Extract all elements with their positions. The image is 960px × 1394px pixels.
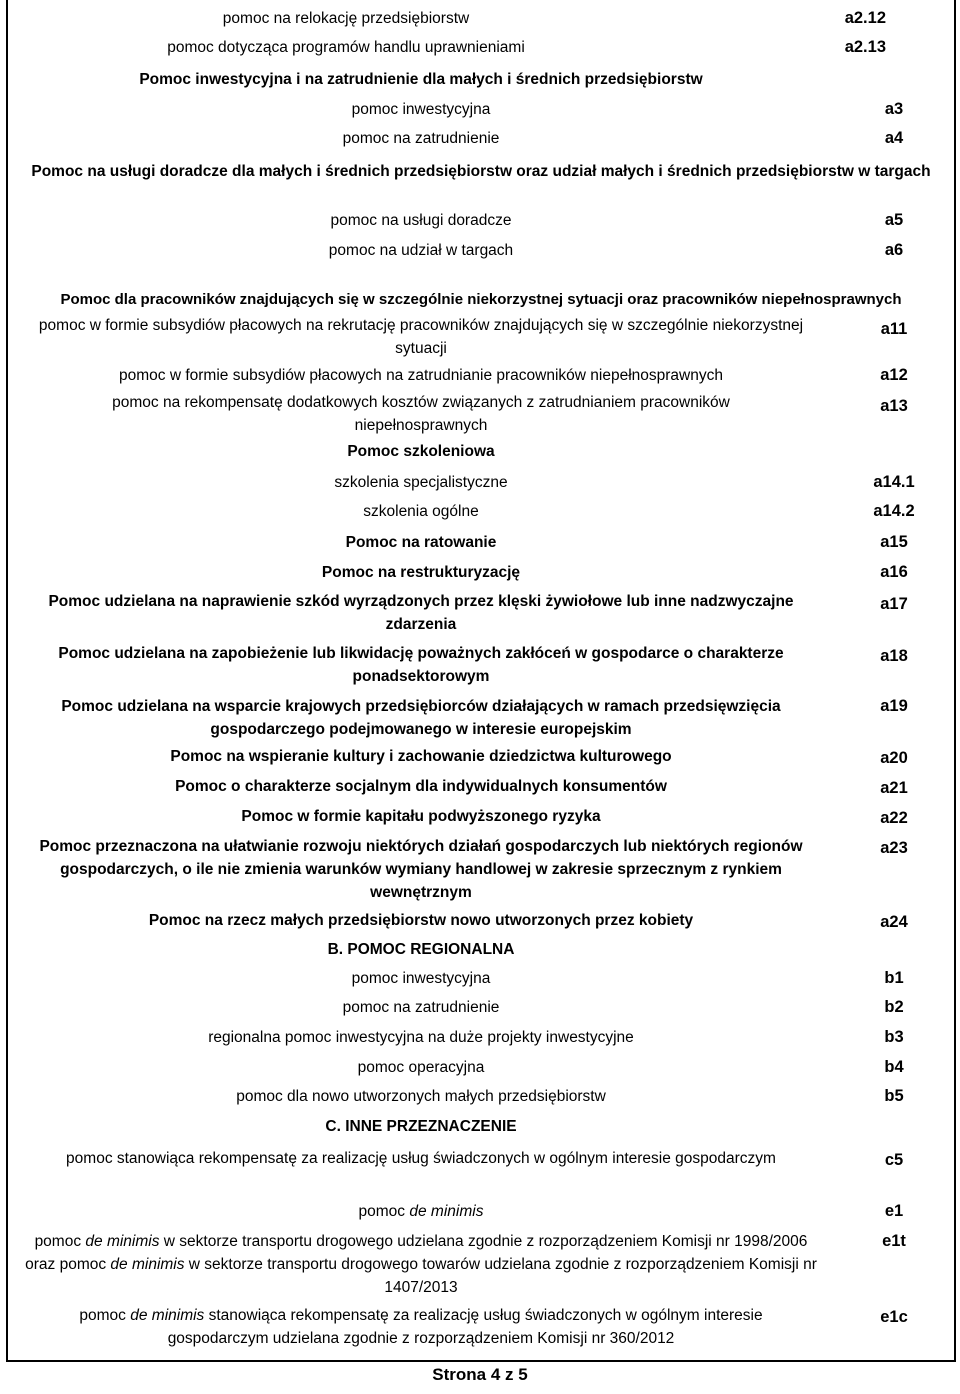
table-row xyxy=(8,745,954,770)
row-text: B. POMOC REGIONALNA xyxy=(327,941,515,958)
row-code: a6 xyxy=(884,241,904,259)
text-part: pomoc xyxy=(34,1233,86,1250)
table-row xyxy=(8,805,954,830)
row-code: a11 xyxy=(880,320,908,338)
row-code: a22 xyxy=(880,809,908,827)
row-code: a4 xyxy=(884,129,904,147)
row-code: a13 xyxy=(880,397,908,415)
table-row xyxy=(8,531,954,554)
row-text: C. INNE PRZEZNACZENIE xyxy=(325,1118,517,1135)
table-row xyxy=(8,561,954,584)
table-row xyxy=(8,500,954,523)
section-heading xyxy=(8,440,954,463)
table-row xyxy=(8,1200,954,1223)
table-row xyxy=(8,314,954,360)
row-text: szkolenia ogólne xyxy=(363,503,479,520)
row-text: Pomoc inwestycyjna i na zatrudnienie dla małych i średnich przedsiębiorstw xyxy=(139,71,703,88)
table-row xyxy=(8,1230,954,1299)
row-text: pomoc na udział w targach xyxy=(328,242,514,259)
row-code: b4 xyxy=(884,1058,904,1076)
section-heading xyxy=(8,160,954,183)
row-text: Pomoc na restrukturyzację xyxy=(321,564,521,581)
table-row xyxy=(8,1026,954,1049)
row-text: pomoc dla nowo utworzonych małych przedsiębiorstw xyxy=(236,1088,606,1105)
row-code: b1 xyxy=(884,969,904,987)
row-code: a18 xyxy=(880,647,908,665)
table-row xyxy=(8,1147,954,1172)
row-text: pomoc inwestycyjna xyxy=(351,970,491,987)
row-text: pomoc w formie subsydiów płacowych na rekrutację pracowników znajdujących się w szczególnie niekorzystnej sytuacji xyxy=(38,317,804,357)
row-text: Pomoc na rzecz małych przedsiębiorstw nowo utworzonych przez kobiety xyxy=(148,912,694,929)
row-text: Pomoc w formie kapitału podwyższonego ryzyka xyxy=(241,808,601,825)
row-code: a2.13 xyxy=(844,38,886,56)
row-text: szkolenia specjalistyczne xyxy=(334,474,508,491)
row-text: Pomoc przeznaczona na ułatwianie rozwoju niektórych działań gospodarczych lub niektórych regionów gospodarczych, o ile nie zmienia warunków wymiany handlowej w zakresie sprzecznym z rynkiem wewnętrznym xyxy=(39,838,803,901)
row-code: a14.1 xyxy=(873,473,915,491)
row-text: Pomoc udzielana na wsparcie krajowych przedsiębiorców działających w ramach przedsięwzięcia gospodarczego podejmowanego w interesie europejskim xyxy=(61,698,781,738)
table-row xyxy=(8,996,954,1019)
italic-term: de minimis xyxy=(110,1256,185,1273)
table-row xyxy=(8,239,954,262)
row-text: Pomoc na usługi doradcze dla małych i średnich przedsiębiorstw oraz udział małych i średnich przedsiębiorstw w targach xyxy=(31,163,931,180)
table-row xyxy=(8,775,954,800)
row-text: pomoc na usługi doradcze xyxy=(330,212,512,229)
row-code: b2 xyxy=(884,998,904,1016)
table-row xyxy=(8,1056,954,1079)
row-text xyxy=(8,1304,834,1350)
text-part: w sektorze transportu drogowego udzielana zgodnie z rozporządzeniem Komisji nr 1998/2006 oraz pomoc xyxy=(25,1233,808,1273)
row-code: e1t xyxy=(882,1232,906,1250)
row-code: a12 xyxy=(880,366,908,384)
table-row xyxy=(8,98,954,121)
table-row xyxy=(8,209,954,232)
table-row xyxy=(8,909,954,934)
table-row xyxy=(8,590,954,636)
row-text: pomoc dotycząca programów handlu uprawnieniami xyxy=(167,39,525,56)
row-text: Pomoc na ratowanie xyxy=(345,534,497,551)
section-heading xyxy=(8,1115,954,1138)
row-code: a5 xyxy=(884,211,904,229)
row-code: a15 xyxy=(880,533,908,551)
row-text: Pomoc dla pracowników znajdujących się w szczególnie niekorzystnej sytuacji oraz pracowników niepełnosprawnych xyxy=(60,291,902,308)
table-row xyxy=(8,695,954,741)
row-text: Pomoc udzielana na zapobieżenie lub likwidację poważnych zakłóceń w gospodarce o charakterze ponadsektorowym xyxy=(58,645,784,685)
row-code: a21 xyxy=(880,779,908,797)
row-text xyxy=(8,1230,834,1299)
row-code: e1c xyxy=(880,1308,908,1326)
row-text: pomoc na relokację przedsiębiorstw xyxy=(222,10,470,27)
row-code: e1 xyxy=(884,1202,904,1220)
row-text: Pomoc szkoleniowa xyxy=(347,443,495,460)
text-part: pomoc xyxy=(79,1307,131,1324)
italic-term: de minimis xyxy=(85,1233,160,1250)
row-text: Pomoc udzielana na naprawienie szkód wyrządzonych przez klęski żywiołowe lub inne nadzwyczajne zdarzenia xyxy=(48,593,794,633)
row-code: a19 xyxy=(880,697,908,715)
row-text: regionalna pomoc inwestycyjna na duże projekty inwestycyjne xyxy=(208,1029,634,1046)
row-text: pomoc w formie subsydiów płacowych na zatrudnianie pracowników niepełnosprawnych xyxy=(119,367,723,384)
text-part: w sektorze transportu drogowego towarów udzielana zgodnie z rozporządzeniem Komisji nr 1407/2013 xyxy=(184,1256,817,1296)
row-code: a24 xyxy=(880,913,908,931)
table-row xyxy=(8,835,954,904)
italic-term: de minimis xyxy=(409,1203,484,1220)
row-code: a2.12 xyxy=(844,9,886,27)
row-text xyxy=(8,1200,834,1223)
table-row xyxy=(8,642,954,688)
table-row xyxy=(8,967,954,990)
table-row xyxy=(8,127,954,150)
table-row xyxy=(8,1085,954,1108)
row-code: a20 xyxy=(880,749,908,767)
row-text: pomoc operacyjna xyxy=(357,1059,485,1076)
table-row xyxy=(8,1304,954,1350)
table-row xyxy=(8,391,954,437)
text-part: stanowiąca rekompensatę za realizację usług świadczonych w ogólnym interesie gospodarczym udzielana zgodnie z rozporządzeniem Komisji nr 360/2012 xyxy=(167,1307,763,1347)
row-text: pomoc na rekompensatę dodatkowych kosztów związanych z zatrudnianiem pracowników niepełnosprawnych xyxy=(112,394,730,434)
section-heading xyxy=(8,938,954,961)
table-row xyxy=(8,364,954,387)
row-code: b3 xyxy=(884,1028,904,1046)
row-text: pomoc na zatrudnienie xyxy=(342,999,500,1016)
row-text: pomoc inwestycyjna xyxy=(351,101,491,118)
page-number: Strona 4 z 5 xyxy=(432,1365,528,1384)
row-code: c5 xyxy=(884,1151,904,1169)
row-text: pomoc stanowiąca rekompensatę za realizację usług świadczonych w ogólnym interesie gospodarczym xyxy=(66,1150,776,1167)
row-code: a3 xyxy=(884,100,904,118)
section-heading xyxy=(8,288,954,311)
row-code: a17 xyxy=(880,595,908,613)
text-part: pomoc xyxy=(358,1203,410,1220)
table-row xyxy=(8,471,954,494)
row-text: Pomoc na wspieranie kultury i zachowanie dziedzictwa kulturowego xyxy=(170,748,672,765)
row-code: a14.2 xyxy=(873,502,915,520)
italic-term: de minimis xyxy=(130,1307,205,1324)
section-heading xyxy=(8,68,954,91)
row-code: a23 xyxy=(880,839,908,857)
row-text: pomoc na zatrudnienie xyxy=(342,130,500,147)
row-code: a16 xyxy=(880,563,908,581)
table-row xyxy=(8,36,954,59)
row-text: Pomoc o charakterze socjalnym dla indywidualnych konsumentów xyxy=(175,778,667,795)
row-code: b5 xyxy=(884,1087,904,1105)
table-row xyxy=(8,7,954,30)
